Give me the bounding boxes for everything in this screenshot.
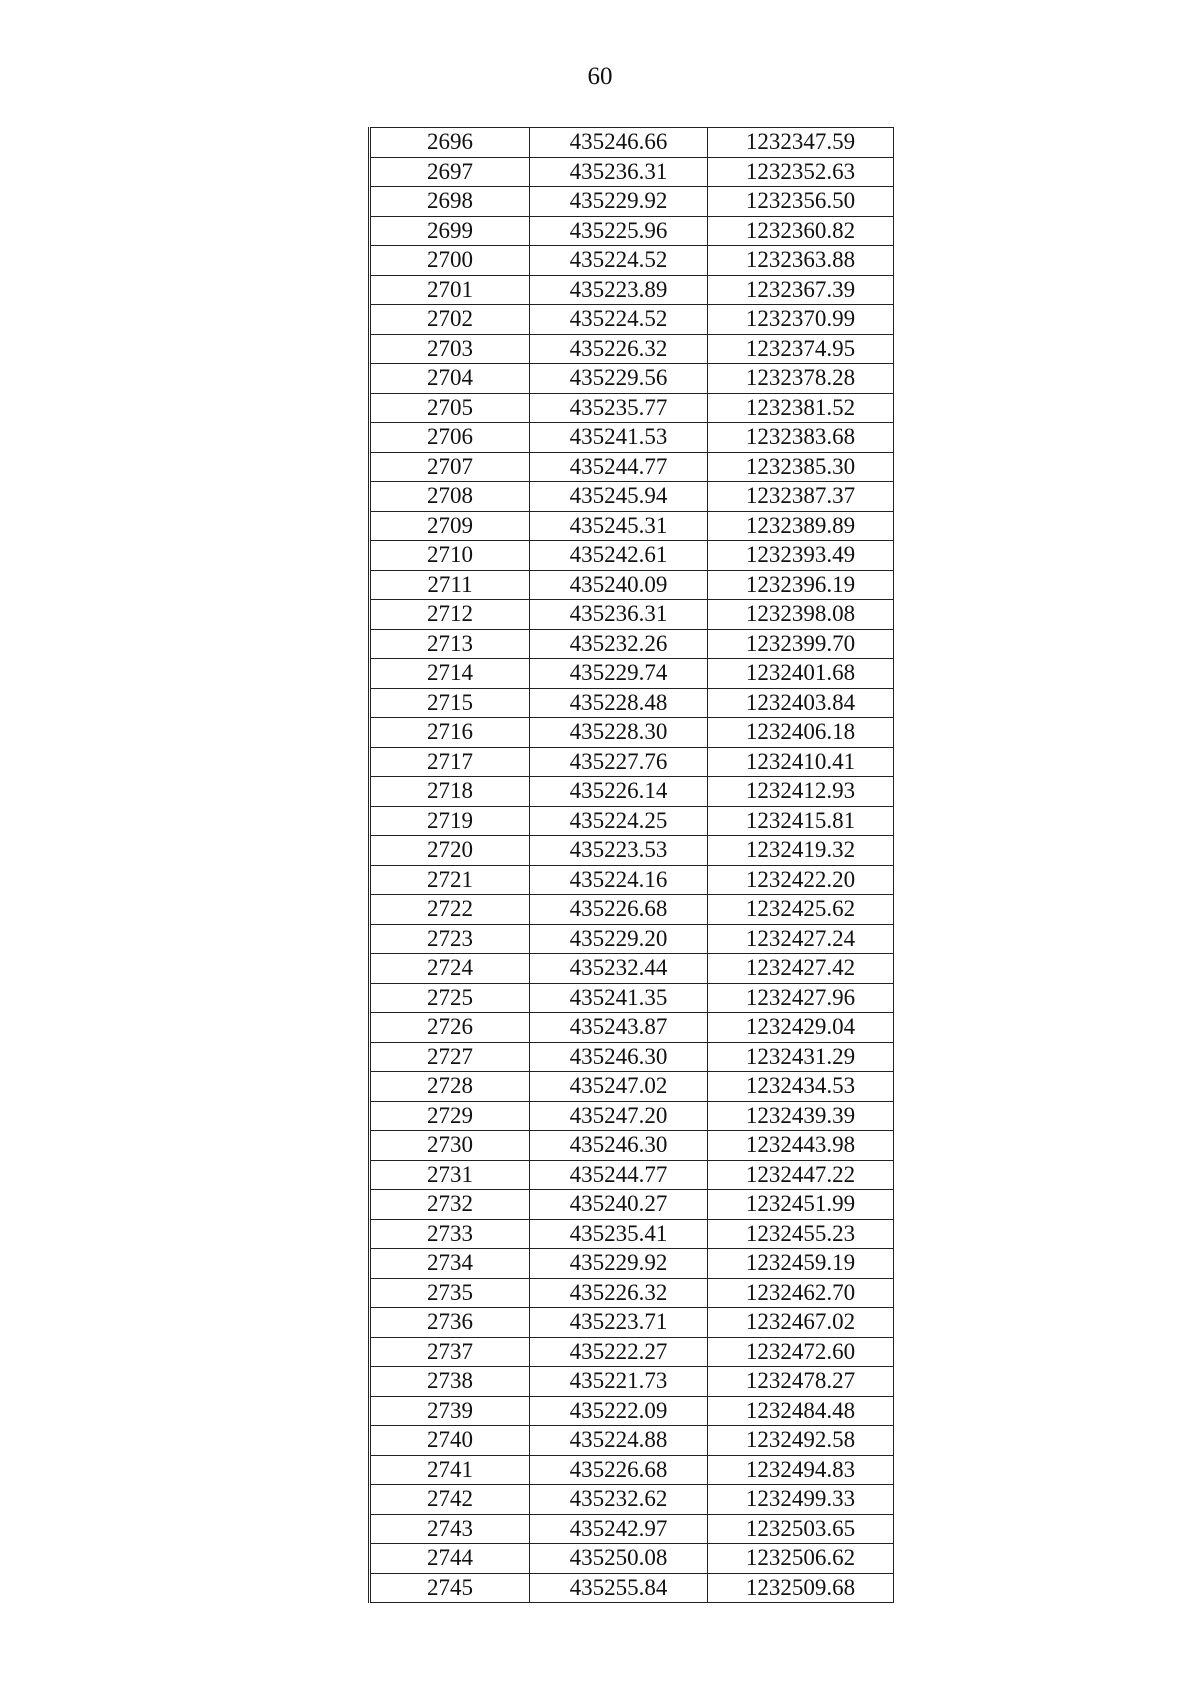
table-row <box>370 423 894 453</box>
x-coordinate-cell: 435224.25 <box>530 806 708 836</box>
table-row <box>370 777 894 807</box>
y-coordinate-cell: 1232356.50 <box>708 187 894 217</box>
table-row <box>370 1013 894 1043</box>
point-number-cell: 2699 <box>370 216 530 246</box>
point-number-cell: 2705 <box>370 393 530 423</box>
point-number-cell: 2719 <box>370 806 530 836</box>
point-number-cell: 2743 <box>370 1514 530 1544</box>
table-row <box>370 1396 894 1426</box>
table-row <box>370 600 894 630</box>
table-row <box>370 216 894 246</box>
point-number-cell: 2745 <box>370 1573 530 1603</box>
x-coordinate-cell: 435243.87 <box>530 1013 708 1043</box>
point-number-cell: 2732 <box>370 1190 530 1220</box>
table-row <box>370 452 894 482</box>
point-number-cell: 2730 <box>370 1131 530 1161</box>
x-coordinate-cell: 435226.32 <box>530 334 708 364</box>
x-coordinate-cell: 435223.89 <box>530 275 708 305</box>
y-coordinate-cell: 1232412.93 <box>708 777 894 807</box>
y-coordinate-cell: 1232401.68 <box>708 659 894 689</box>
table-row <box>370 629 894 659</box>
y-coordinate-cell: 1232443.98 <box>708 1131 894 1161</box>
y-coordinate-cell: 1232462.70 <box>708 1278 894 1308</box>
x-coordinate-cell: 435224.16 <box>530 865 708 895</box>
point-number-cell: 2703 <box>370 334 530 364</box>
point-number-cell: 2737 <box>370 1337 530 1367</box>
y-coordinate-cell: 1232387.37 <box>708 482 894 512</box>
coordinates-table <box>368 127 894 1603</box>
table-row <box>370 983 894 1013</box>
table-row <box>370 659 894 689</box>
point-number-cell: 2711 <box>370 570 530 600</box>
y-coordinate-cell: 1232374.95 <box>708 334 894 364</box>
x-coordinate-cell: 435232.44 <box>530 954 708 984</box>
y-coordinate-cell: 1232415.81 <box>708 806 894 836</box>
table-row <box>370 1249 894 1279</box>
x-coordinate-cell: 435240.27 <box>530 1190 708 1220</box>
y-coordinate-cell: 1232478.27 <box>708 1367 894 1397</box>
y-coordinate-cell: 1232427.24 <box>708 924 894 954</box>
y-coordinate-cell: 1232385.30 <box>708 452 894 482</box>
point-number-cell: 2704 <box>370 364 530 394</box>
table-row <box>370 275 894 305</box>
y-coordinate-cell: 1232509.68 <box>708 1573 894 1603</box>
x-coordinate-cell: 435221.73 <box>530 1367 708 1397</box>
x-coordinate-cell: 435224.52 <box>530 305 708 335</box>
table-row <box>370 187 894 217</box>
point-number-cell: 2714 <box>370 659 530 689</box>
point-number-cell: 2717 <box>370 747 530 777</box>
x-coordinate-cell: 435222.09 <box>530 1396 708 1426</box>
x-coordinate-cell: 435229.56 <box>530 364 708 394</box>
table-row <box>370 1485 894 1515</box>
table-row <box>370 836 894 866</box>
x-coordinate-cell: 435227.76 <box>530 747 708 777</box>
table-row <box>370 1367 894 1397</box>
y-coordinate-cell: 1232422.20 <box>708 865 894 895</box>
y-coordinate-cell: 1232427.42 <box>708 954 894 984</box>
x-coordinate-cell: 435226.68 <box>530 895 708 925</box>
point-number-cell: 2706 <box>370 423 530 453</box>
table-row <box>370 688 894 718</box>
y-coordinate-cell: 1232492.58 <box>708 1426 894 1456</box>
table-row <box>370 1544 894 1574</box>
point-number-cell: 2710 <box>370 541 530 571</box>
x-coordinate-cell: 435240.09 <box>530 570 708 600</box>
y-coordinate-cell: 1232431.29 <box>708 1042 894 1072</box>
table-row <box>370 865 894 895</box>
y-coordinate-cell: 1232370.99 <box>708 305 894 335</box>
y-coordinate-cell: 1232381.52 <box>708 393 894 423</box>
y-coordinate-cell: 1232363.88 <box>708 246 894 276</box>
table-row <box>370 1101 894 1131</box>
y-coordinate-cell: 1232459.19 <box>708 1249 894 1279</box>
y-coordinate-cell: 1232352.63 <box>708 157 894 187</box>
y-coordinate-cell: 1232439.39 <box>708 1101 894 1131</box>
point-number-cell: 2716 <box>370 718 530 748</box>
y-coordinate-cell: 1232393.49 <box>708 541 894 571</box>
point-number-cell: 2729 <box>370 1101 530 1131</box>
x-coordinate-cell: 435222.27 <box>530 1337 708 1367</box>
table-row <box>370 1337 894 1367</box>
table-row <box>370 334 894 364</box>
table-row <box>370 570 894 600</box>
x-coordinate-cell: 435235.77 <box>530 393 708 423</box>
table-row <box>370 364 894 394</box>
point-number-cell: 2709 <box>370 511 530 541</box>
y-coordinate-cell: 1232398.08 <box>708 600 894 630</box>
point-number-cell: 2742 <box>370 1485 530 1515</box>
x-coordinate-cell: 435247.20 <box>530 1101 708 1131</box>
table-row <box>370 541 894 571</box>
point-number-cell: 2726 <box>370 1013 530 1043</box>
x-coordinate-cell: 435224.52 <box>530 246 708 276</box>
x-coordinate-cell: 435242.61 <box>530 541 708 571</box>
point-number-cell: 2700 <box>370 246 530 276</box>
x-coordinate-cell: 435236.31 <box>530 600 708 630</box>
y-coordinate-cell: 1232427.96 <box>708 983 894 1013</box>
x-coordinate-cell: 435229.92 <box>530 187 708 217</box>
table-row <box>370 1219 894 1249</box>
coordinates-table-body <box>370 128 894 1603</box>
table-row <box>370 511 894 541</box>
point-number-cell: 2715 <box>370 688 530 718</box>
y-coordinate-cell: 1232472.60 <box>708 1337 894 1367</box>
x-coordinate-cell: 435225.96 <box>530 216 708 246</box>
table-row <box>370 747 894 777</box>
x-coordinate-cell: 435246.66 <box>530 128 708 158</box>
table-row <box>370 1131 894 1161</box>
table-row <box>370 1278 894 1308</box>
x-coordinate-cell: 435241.35 <box>530 983 708 1013</box>
y-coordinate-cell: 1232410.41 <box>708 747 894 777</box>
x-coordinate-cell: 435242.97 <box>530 1514 708 1544</box>
point-number-cell: 2713 <box>370 629 530 659</box>
table-row <box>370 1573 894 1603</box>
x-coordinate-cell: 435226.32 <box>530 1278 708 1308</box>
y-coordinate-cell: 1232494.83 <box>708 1455 894 1485</box>
x-coordinate-cell: 435255.84 <box>530 1573 708 1603</box>
table-row <box>370 393 894 423</box>
point-number-cell: 2712 <box>370 600 530 630</box>
point-number-cell: 2744 <box>370 1544 530 1574</box>
point-number-cell: 2738 <box>370 1367 530 1397</box>
y-coordinate-cell: 1232367.39 <box>708 275 894 305</box>
table-row <box>370 1190 894 1220</box>
point-number-cell: 2724 <box>370 954 530 984</box>
point-number-cell: 2721 <box>370 865 530 895</box>
point-number-cell: 2741 <box>370 1455 530 1485</box>
y-coordinate-cell: 1232403.84 <box>708 688 894 718</box>
table-row <box>370 128 894 158</box>
y-coordinate-cell: 1232506.62 <box>708 1544 894 1574</box>
table-row <box>370 157 894 187</box>
table-row <box>370 718 894 748</box>
table-row <box>370 895 894 925</box>
x-coordinate-cell: 435229.74 <box>530 659 708 689</box>
y-coordinate-cell: 1232396.19 <box>708 570 894 600</box>
y-coordinate-cell: 1232425.62 <box>708 895 894 925</box>
table-row <box>370 1160 894 1190</box>
y-coordinate-cell: 1232419.32 <box>708 836 894 866</box>
x-coordinate-cell: 435228.30 <box>530 718 708 748</box>
x-coordinate-cell: 435244.77 <box>530 1160 708 1190</box>
x-coordinate-cell: 435226.14 <box>530 777 708 807</box>
y-coordinate-cell: 1232434.53 <box>708 1072 894 1102</box>
point-number-cell: 2728 <box>370 1072 530 1102</box>
x-coordinate-cell: 435244.77 <box>530 452 708 482</box>
point-number-cell: 2735 <box>370 1278 530 1308</box>
x-coordinate-cell: 435232.62 <box>530 1485 708 1515</box>
x-coordinate-cell: 435223.71 <box>530 1308 708 1338</box>
x-coordinate-cell: 435236.31 <box>530 157 708 187</box>
table-row <box>370 1308 894 1338</box>
y-coordinate-cell: 1232406.18 <box>708 718 894 748</box>
point-number-cell: 2734 <box>370 1249 530 1279</box>
point-number-cell: 2733 <box>370 1219 530 1249</box>
point-number-cell: 2722 <box>370 895 530 925</box>
point-number-cell: 2727 <box>370 1042 530 1072</box>
y-coordinate-cell: 1232451.99 <box>708 1190 894 1220</box>
x-coordinate-cell: 435245.31 <box>530 511 708 541</box>
y-coordinate-cell: 1232467.02 <box>708 1308 894 1338</box>
point-number-cell: 2736 <box>370 1308 530 1338</box>
x-coordinate-cell: 435232.26 <box>530 629 708 659</box>
table-row <box>370 924 894 954</box>
x-coordinate-cell: 435223.53 <box>530 836 708 866</box>
y-coordinate-cell: 1232378.28 <box>708 364 894 394</box>
y-coordinate-cell: 1232399.70 <box>708 629 894 659</box>
point-number-cell: 2723 <box>370 924 530 954</box>
point-number-cell: 2740 <box>370 1426 530 1456</box>
x-coordinate-cell: 435247.02 <box>530 1072 708 1102</box>
table-row <box>370 246 894 276</box>
point-number-cell: 2718 <box>370 777 530 807</box>
x-coordinate-cell: 435245.94 <box>530 482 708 512</box>
x-coordinate-cell: 435250.08 <box>530 1544 708 1574</box>
table-row <box>370 1042 894 1072</box>
table-row <box>370 954 894 984</box>
x-coordinate-cell: 435229.92 <box>530 1249 708 1279</box>
point-number-cell: 2697 <box>370 157 530 187</box>
y-coordinate-cell: 1232447.22 <box>708 1160 894 1190</box>
y-coordinate-cell: 1232484.48 <box>708 1396 894 1426</box>
x-coordinate-cell: 435229.20 <box>530 924 708 954</box>
point-number-cell: 2696 <box>370 128 530 158</box>
point-number-cell: 2725 <box>370 983 530 1013</box>
y-coordinate-cell: 1232389.89 <box>708 511 894 541</box>
y-coordinate-cell: 1232499.33 <box>708 1485 894 1515</box>
point-number-cell: 2708 <box>370 482 530 512</box>
table-row <box>370 305 894 335</box>
page-number: 60 <box>587 63 613 90</box>
y-coordinate-cell: 1232455.23 <box>708 1219 894 1249</box>
x-coordinate-cell: 435224.88 <box>530 1426 708 1456</box>
x-coordinate-cell: 435235.41 <box>530 1219 708 1249</box>
table-row <box>370 1072 894 1102</box>
point-number-cell: 2698 <box>370 187 530 217</box>
y-coordinate-cell: 1232360.82 <box>708 216 894 246</box>
x-coordinate-cell: 435226.68 <box>530 1455 708 1485</box>
table-row <box>370 806 894 836</box>
table-row <box>370 482 894 512</box>
table-row <box>370 1426 894 1456</box>
x-coordinate-cell: 435228.48 <box>530 688 708 718</box>
point-number-cell: 2731 <box>370 1160 530 1190</box>
y-coordinate-cell: 1232429.04 <box>708 1013 894 1043</box>
y-coordinate-cell: 1232503.65 <box>708 1514 894 1544</box>
x-coordinate-cell: 435246.30 <box>530 1042 708 1072</box>
table-row <box>370 1455 894 1485</box>
point-number-cell: 2702 <box>370 305 530 335</box>
point-number-cell: 2707 <box>370 452 530 482</box>
table-row <box>370 1514 894 1544</box>
point-number-cell: 2739 <box>370 1396 530 1426</box>
point-number-cell: 2720 <box>370 836 530 866</box>
point-number-cell: 2701 <box>370 275 530 305</box>
x-coordinate-cell: 435241.53 <box>530 423 708 453</box>
x-coordinate-cell: 435246.30 <box>530 1131 708 1161</box>
y-coordinate-cell: 1232383.68 <box>708 423 894 453</box>
y-coordinate-cell: 1232347.59 <box>708 128 894 158</box>
